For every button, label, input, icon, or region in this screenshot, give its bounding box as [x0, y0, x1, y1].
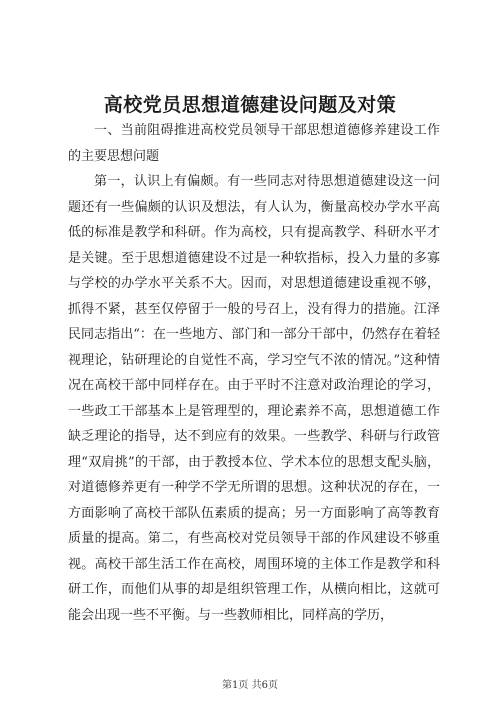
document-title: 高校党员思想道德建设问题及对策	[103, 94, 397, 116]
section-heading: 一、当前阻碍推进高校党员领导干部思想道德修养建设工作的主要思想问题	[68, 123, 440, 164]
document-body	[68, 118, 440, 628]
page-footer: 第1页 共6页	[222, 680, 278, 691]
body-paragraph: 第一，认识上有偏颇。有一些同志对待思想道德建设这一问题还有一些偏颇的认识及想法，有人认为，衡量高校办学水平高低的标准是教学和科研。作为高校，只有提高教学、科研水平才是关键。至于思想道德建设不过是一种软指标，投入力量的多寡与学校的办学水平关系不大。因而，对思想道德建设重视不够，抓得不紧，甚至仅停留于一般的号召上，没有得力的措施。江泽民同志指出“：在一些地方、部门和一部分干部中，仍然存在着轻视理论，钻研理论的自觉性不高，学习空气不浓的情况。”这种情况在高校干部中同样存在。由于平时不注意对政治理论的学习，一些政工干部基本上是管理型的，理论素养不高，思想道德工作缺乏理论的指导，达不到应有的效果。一些教学、科研与行政管理“双肩挑”的干部，由于教授本位、学术本位的思想支配头脑，对道德修养更有一种学不学无所谓的思想。这种状况的存在，一方面影响了高校干部队伍素质的提高；另一方面影响了高等教育质量的提高。第二，有些高校对党员领导干部的作风建设不够重视。高校干部生活工作在高校，周围环境的主体工作是教学和科研工作，而他们从事的却是组织管理工作，从横向相比，这就可能会出现一些不平衡。与一些教师相比，同样高的学历，	[68, 174, 440, 623]
